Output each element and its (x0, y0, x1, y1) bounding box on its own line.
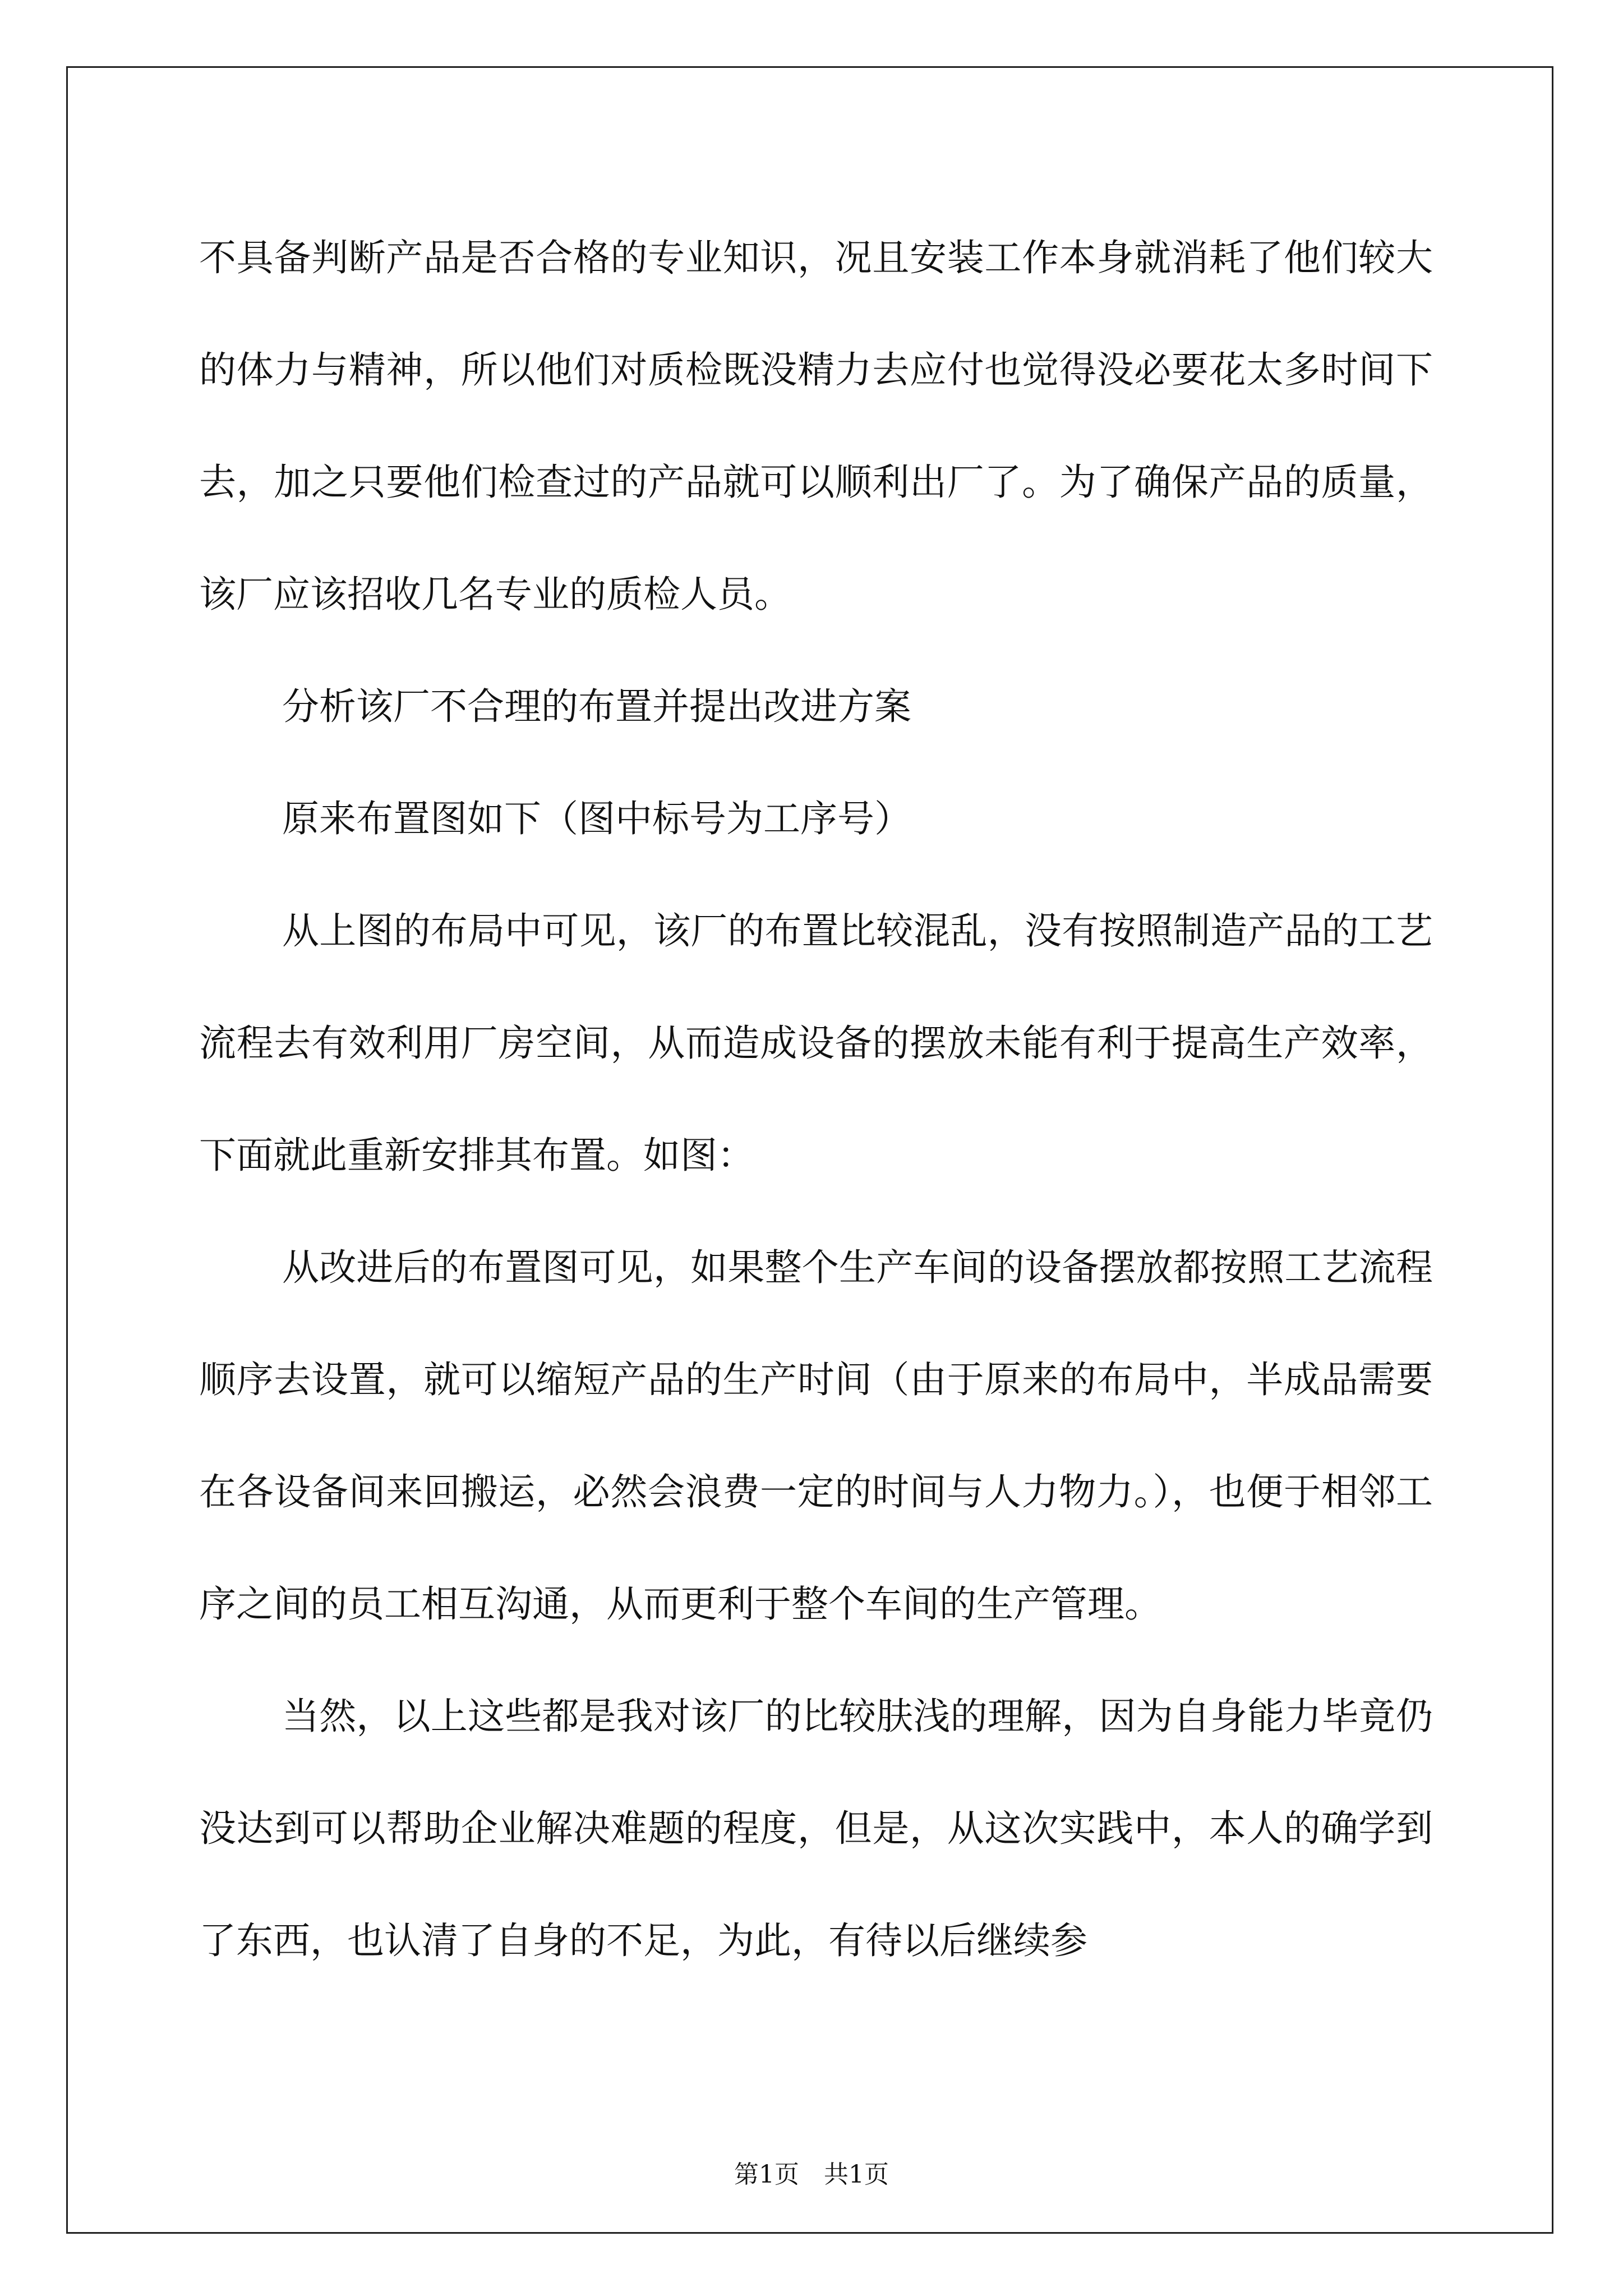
paragraph-1: 不具备判断产品是否合格的专业知识，况且安装工作本身就消耗了他们较大的体力与精神，所以他们对质检既没精力去应付也觉得没必要花太多时间下去，加之只要他们检查过的产品就可以顺利出厂了。为了确保产品的质量，该厂应该招收几名专业的质检人员。 (199, 236, 1433, 616)
page-number: 第1页 (734, 2160, 799, 2189)
paragraph-2: 分析该厂不合理的布置并提出改进方案 (282, 685, 911, 728)
page-total: 共1页 (824, 2160, 889, 2189)
paragraph-4: 从上图的布局中可见，该厂的布置比较混乱，没有按照制造产品的工艺流程去有效利用厂房空间，从而造成设备的摆放未能有利于提高生产效率，下面就此重新安排其布置。如图： (199, 909, 1433, 1177)
paragraph-5: 从改进后的布置图可见，如果整个生产车间的设备摆放都按照工艺流程顺序去设置，就可以缩短产品的生产时间（由于原来的布局中，半成品需要在各设备间来回搬运，必然会浪费一定的时间与人力物力。），也便于相邻工序之间的员工相互沟通，从而更利于整个车间的生产管理。 (199, 1246, 1433, 1626)
paragraph-3: 原来布置图如下（图中标号为工序号） (282, 797, 911, 840)
paragraph-6: 当然，以上这些都是我对该厂的比较肤浅的理解，因为自身能力毕竟仍没达到可以帮助企业解决难题的程度，但是，从这次实践中，本人的确学到了东西，也认清了自身的不足，为此，有待以后继续参 (199, 1695, 1433, 1962)
document-body (199, 202, 1433, 1997)
page-footer (0, 2154, 1623, 2190)
